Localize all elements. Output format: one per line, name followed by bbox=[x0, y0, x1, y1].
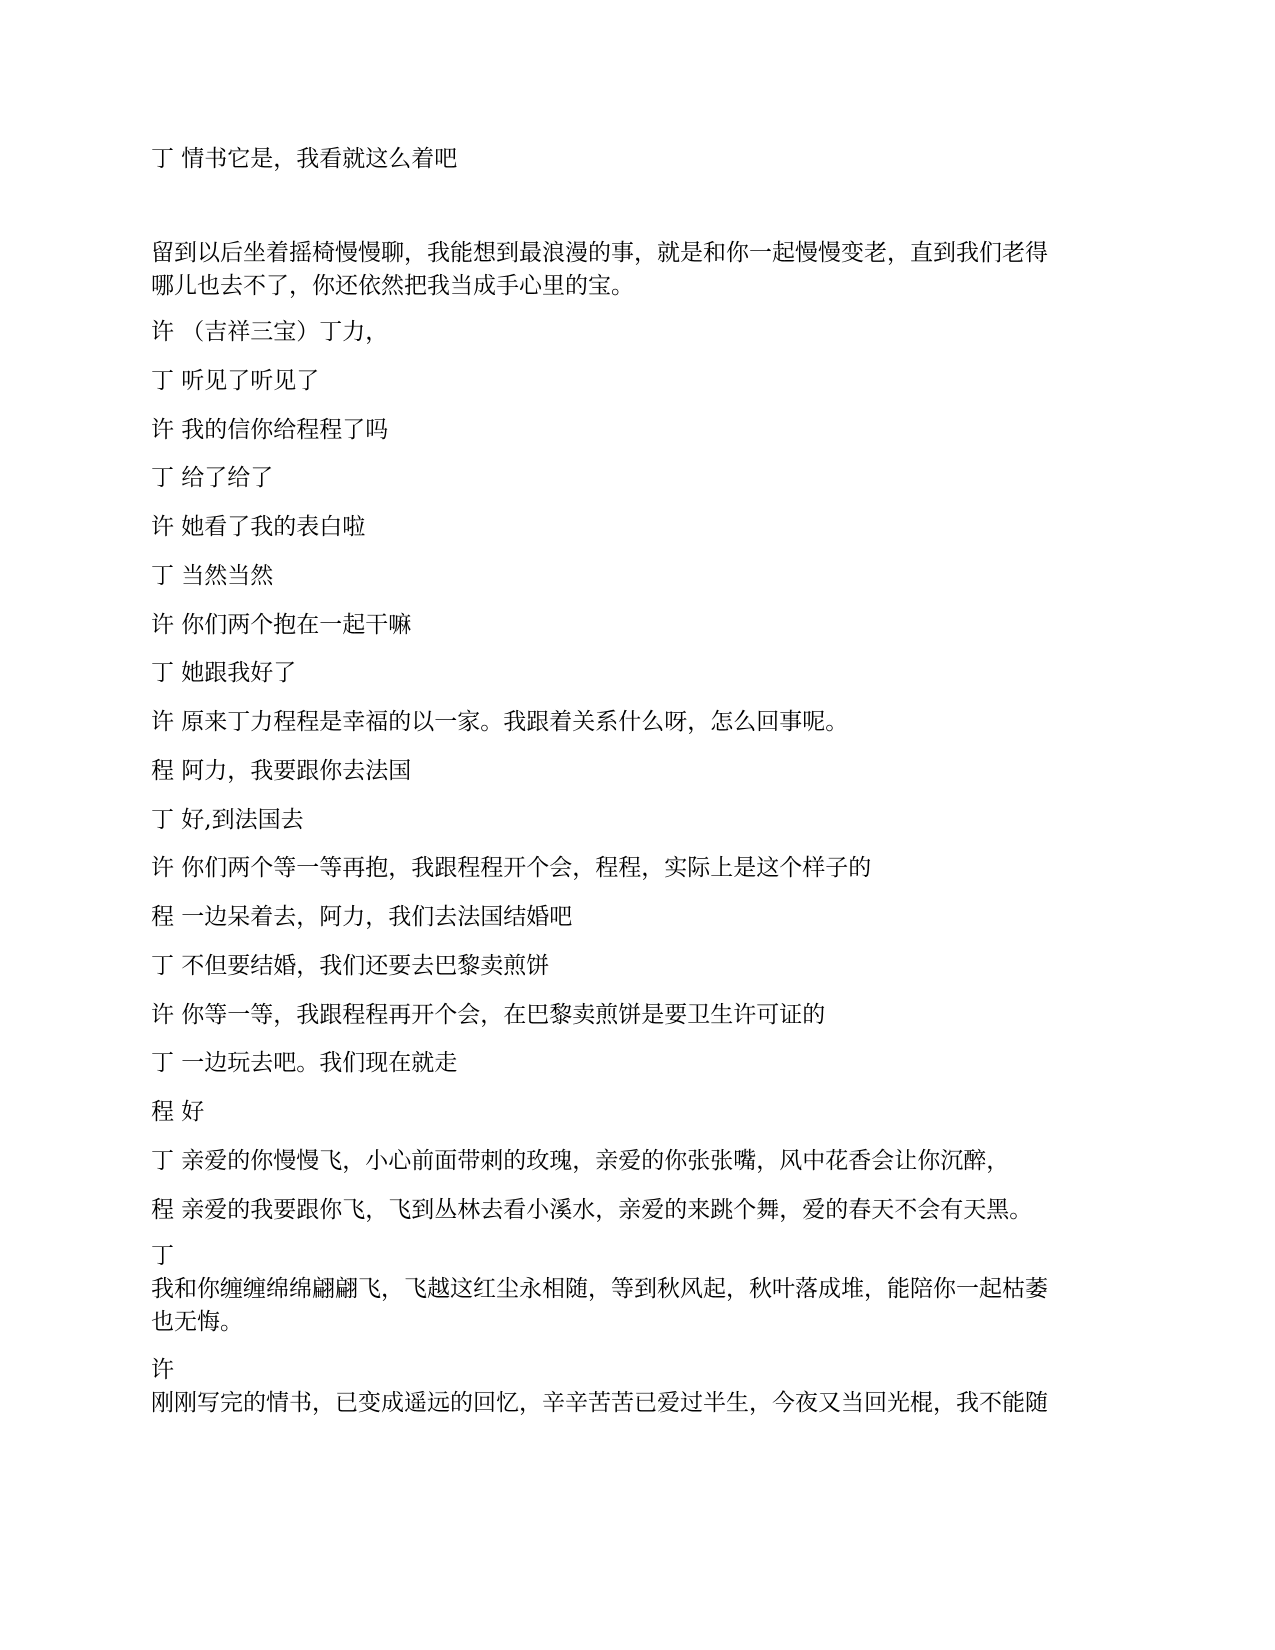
text-line: 程 好 bbox=[151, 1099, 205, 1125]
text-line: 许 原来丁力程程是幸福的以一家。我跟着关系什么呀，怎么回事呢。 bbox=[151, 709, 849, 735]
paragraph bbox=[151, 1354, 1131, 1420]
text-line: 程 阿力，我要跟你去法国 bbox=[151, 758, 412, 784]
paragraph bbox=[151, 237, 1131, 303]
text-line: 程 亲爱的我要跟你飞，飞到丛林去看小溪水，亲爱的来跳个舞，爱的春天不会有天黑。 bbox=[151, 1197, 1033, 1223]
text-line: 许 她看了我的表白啦 bbox=[151, 514, 366, 540]
text-line: 丁 给了给了 bbox=[151, 465, 274, 491]
text-line: 许 你们两个抱在一起干嘛 bbox=[151, 612, 412, 638]
text-line: 许 你等一等，我跟程程再开个会，在巴黎卖煎饼是要卫生许可证的 bbox=[151, 1002, 826, 1028]
paragraph bbox=[151, 1240, 1131, 1339]
text-line: 哪儿也去不了，你还依然把我当成手心里的宝。 bbox=[151, 273, 634, 299]
text-line: 丁 她跟我好了 bbox=[151, 660, 297, 686]
text-line: 丁 亲爱的你慢慢飞，小心前面带刺的玫瑰，亲爱的你张张嘴，风中花香会让你沉醉， bbox=[151, 1148, 1010, 1174]
text-line: 留到以后坐着摇椅慢慢聊，我能想到最浪漫的事，就是和你一起慢慢变老，直到我们老得 bbox=[151, 240, 1048, 266]
text-line: 丁 听见了听见了 bbox=[151, 368, 320, 394]
text-line: 也无悔。 bbox=[151, 1309, 243, 1335]
text-line: 许 我的信你给程程了吗 bbox=[151, 417, 389, 443]
text-line: 许 你们两个等一等再抱，我跟程程开个会，程程，实际上是这个样子的 bbox=[151, 855, 872, 881]
text-line: 我和你缠缠绵绵翩翩飞，飞越这红尘永相随，等到秋风起，秋叶落成堆，能陪你一起枯萎 bbox=[151, 1276, 1048, 1302]
text-line: 丁 当然当然 bbox=[151, 563, 274, 589]
text-line: 丁 bbox=[151, 1243, 174, 1269]
text-line: 丁 情书它是，我看就这么着吧 bbox=[151, 146, 458, 172]
text-line: 丁 好,到法国去 bbox=[151, 807, 304, 833]
text-line: 刚刚写完的情书，已变成遥远的回忆，辛辛苦苦已爱过半生，今夜又当回光棍，我不能随 bbox=[151, 1390, 1048, 1416]
text-line: 丁 一边玩去吧。我们现在就走 bbox=[151, 1050, 458, 1076]
text-line: 许 bbox=[151, 1357, 174, 1383]
text-line: 许 （吉祥三宝）丁力， bbox=[151, 319, 389, 345]
text-line: 丁 不但要结婚，我们还要去巴黎卖煎饼 bbox=[151, 953, 550, 979]
text-line: 程 一边呆着去，阿力，我们去法国结婚吧 bbox=[151, 904, 573, 930]
